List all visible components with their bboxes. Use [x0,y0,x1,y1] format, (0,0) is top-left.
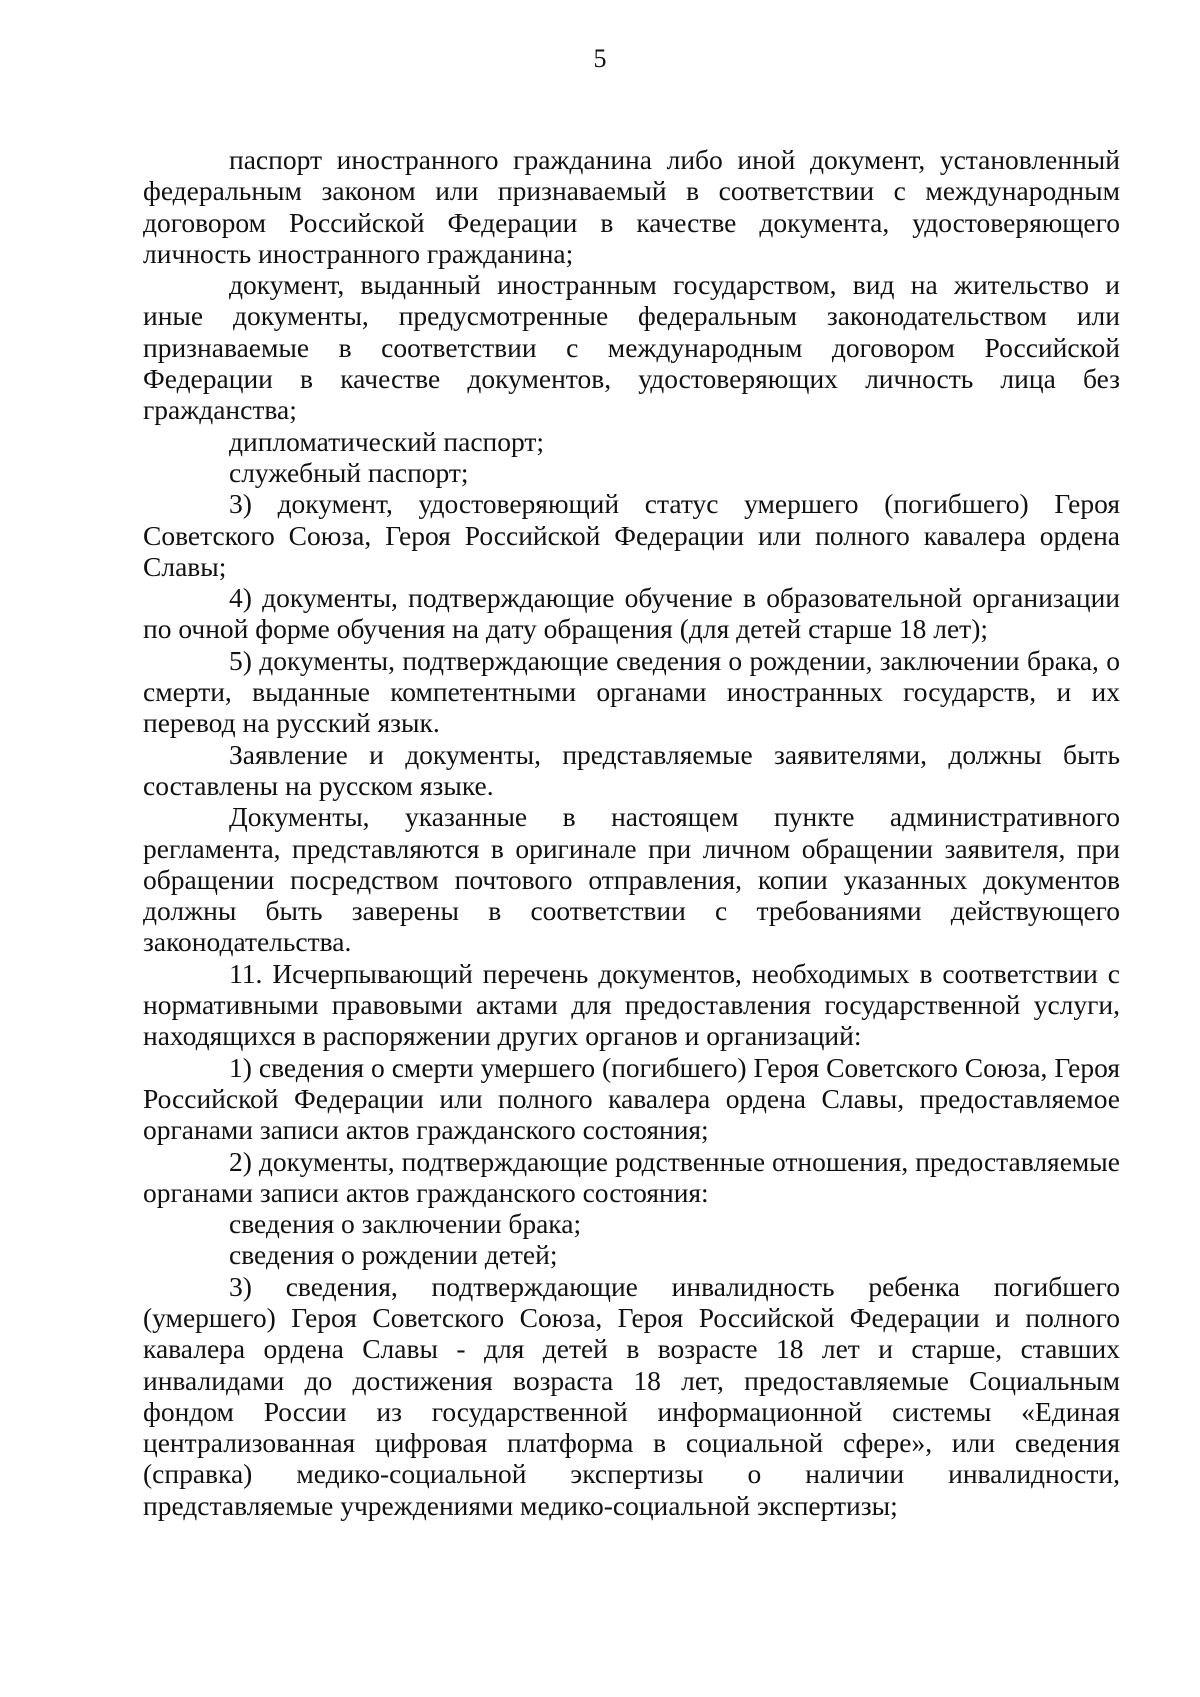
paragraph-section-11-item-3: 3) сведения, подтверждающие инвалидность ребенка погибшего (умершего) Героя Советского Союза, Героя Российской Федерации и полного кавалера ордена Славы - для детей в возрасте 18 лет и старше, ставших инвалидами до достижения возраста 18 лет, предоставляемые Социальным фондом России из государственной информационной системы «Единая централизованная цифровая платформа в социальной сфере», или сведения (справка) медико-социальной экспертизы о наличии инвалидности, представляемые учреждениями медико-социальной экспертизы; [143,1270,1120,1521]
paragraph-item-4-education: 4) документы, подтверждающие обучение в образовательной организации по очной форме обучения на дату обращения (для детей старше 18 лет); [143,582,1120,645]
paragraph-item-3-hero-status: 3) документ, удостоверяющий статус умершего (погибшего) Героя Советского Союза, Героя Российской Федерации или полного кавалера ордена Славы; [143,488,1120,582]
paragraph-item-5-foreign-records: 5) документы, подтверждающие сведения о рождении, заключении брака, о смерти, выданные компетентными органами иностранных государств, и их перевод на русский язык. [143,644,1120,739]
paragraph-originals-and-copies: Документы, указанные в настоящем пункте административного регламента, представляются в оригинале при личном обращении заявителя, при обращении посредством почтового отправления, копии указанных документов должны быть заверены в соответствии с требованиями действующего законодательства. [143,801,1120,958]
document-body [143,144,1120,1521]
paragraph-section-11-item-1: 1) сведения о смерти умершего (погибшего) Героя Советского Союза, Героя Российской Федерации или полного кавалера ордена Славы, предоставляемое органами записи актов гражданского состояния; [143,1051,1120,1146]
paragraph-section-11-item-2: 2) документы, подтверждающие родственные отношения, предоставляемые органами записи актов гражданского состояния: [143,1145,1120,1208]
paragraph-foreign-passport: паспорт иностранного гражданина либо иной документ, установленный федеральным законом или признаваемый в соответствии с международным договором Российской Федерации в качестве документа, удостоверяющего личность иностранного гражданина; [143,144,1120,269]
paragraph-russian-language: Заявление и документы, представляемые заявителями, должны быть составлены на русском языке. [143,738,1120,801]
page-number: 5 [593,44,607,73]
paragraph-service-passport: служебный паспорт; [229,456,469,488]
paragraph-section-11: 11. Исчерпывающий перечень документов, необходимых в соответствии с нормативными правовыми актами для предоставления государственной услуги, находящихся в распоряжении других органов и организаций: [143,957,1120,1052]
paragraph-residence-permit: документ, выданный иностранным государством, вид на жительство и иные документы, предусмотренные федеральным законодательством или признаваемые в соответствии с международным договором Российской Федерации в качестве документов, удостоверяющих личность лица без гражданства; [143,269,1120,426]
paragraph-diplomatic-passport: дипломатический паспорт; [229,425,545,457]
paragraph-marriage-records: сведения о заключении брака; [229,1208,582,1240]
paragraph-birth-records: сведения о рождении детей; [229,1239,558,1271]
